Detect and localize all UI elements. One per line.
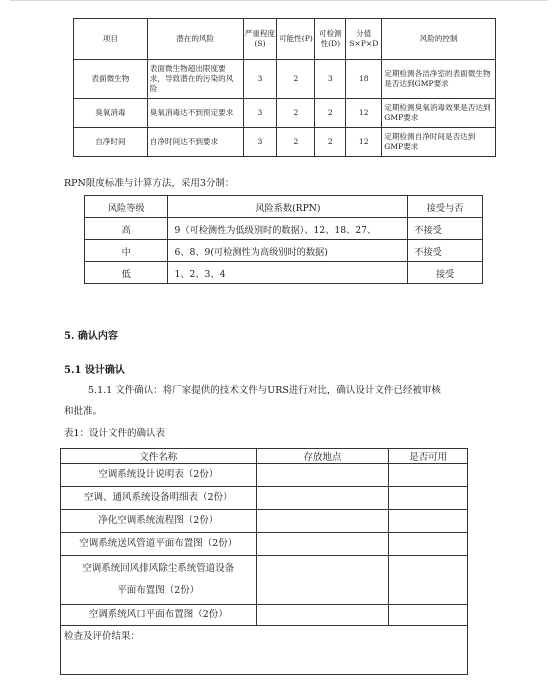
cell-item: 臭氧消毒 — [74, 99, 148, 128]
rpn-standard-table — [84, 195, 483, 284]
cell-rpn: 1、2、3、4 — [168, 262, 408, 284]
table-row — [61, 510, 468, 533]
table-row — [85, 240, 483, 262]
page-top-border — [10, 0, 548, 1]
cell-score: 12 — [346, 99, 382, 128]
cell-item: 自净时间 — [74, 128, 148, 157]
header-rpn: 风险系数(RPN) — [168, 196, 408, 218]
cell-level: 低 — [85, 262, 168, 284]
design-document-table — [60, 448, 468, 675]
table-row — [74, 128, 496, 157]
cell-detectability: 3 — [315, 60, 346, 99]
table-row — [61, 464, 468, 487]
cell-probability: 2 — [277, 99, 315, 128]
cell-severity: 3 — [243, 128, 277, 157]
cell-storage-location — [256, 487, 389, 510]
header-storage-location: 存放地点 — [256, 449, 389, 464]
header-item: 项目 — [74, 19, 148, 60]
cell-usable — [389, 605, 468, 626]
cell-usable — [389, 533, 468, 556]
header-score: 分值S×P×D — [346, 19, 382, 60]
header-risk-level: 风险等级 — [85, 196, 168, 218]
cell-risk: 表面微生物超出限度要求，导致潜在的污染的风险 — [147, 60, 243, 99]
table-row — [74, 60, 496, 99]
rpn-intro-text: RPN限度标准与计算方法，采用3分制： — [64, 178, 235, 189]
section-5-1-heading: 5.1 设计确认 — [64, 365, 125, 376]
cell-level: 高 — [85, 218, 168, 240]
cell-rpn: 9（可检测性为低级别时的数据）、12、18、27、 — [168, 218, 408, 240]
header-severity: 严重程度(S) — [243, 19, 277, 60]
remarks-row — [61, 626, 468, 675]
cell-risk: 臭氧消毒达不到预定要求 — [147, 99, 243, 128]
section-5-heading: 5. 确认内容 — [64, 331, 118, 342]
cell-detectability: 2 — [315, 99, 346, 128]
cell-score: 12 — [346, 128, 382, 157]
table-1-caption: 表1：设计文件的确认表 — [64, 428, 166, 439]
header-risk: 潜在的风险 — [147, 19, 243, 60]
cell-control: 定期检测自净时间是否达到GMP要求 — [382, 128, 496, 157]
header-acceptance: 接受与否 — [408, 196, 483, 218]
cell-storage-location — [256, 605, 389, 626]
cell-probability: 2 — [277, 60, 315, 99]
cell-control: 定期检测臭氧消毒效果是否达到GMP要求 — [382, 99, 496, 128]
risk-assessment-table — [73, 18, 496, 157]
cell-score: 18 — [346, 60, 382, 99]
header-control: 风险的控制 — [382, 19, 496, 60]
paragraph-5-1-1-line1: 5.1.1 文件确认：将厂家提供的技术文件与URS进行对比，确认设计文件已经被审核 — [88, 385, 441, 396]
table-row — [61, 487, 468, 510]
cell-accept: 接受 — [408, 262, 483, 284]
document-name-line2: 平面布置图（2份） — [117, 585, 200, 596]
table-header-row — [85, 196, 483, 218]
header-probability: 可能性(P) — [277, 19, 315, 60]
cell-document-name: 净化空调系统流程图（2份） — [61, 510, 257, 533]
cell-accept: 不接受 — [408, 240, 483, 262]
cell-rpn: 6、8、9(可检测性为高级别时的数据) — [168, 240, 408, 262]
table-row — [85, 218, 483, 240]
table-row — [74, 99, 496, 128]
cell-control: 定期检测各洁净室的表面微生物是否达到GMP要求 — [382, 60, 496, 99]
header-usable: 是否可用 — [389, 449, 468, 464]
cell-usable — [389, 556, 468, 605]
cell-severity: 3 — [243, 99, 277, 128]
remarks-cell: 检查及评价结果： — [61, 626, 468, 675]
cell-document-name — [61, 556, 257, 605]
cell-storage-location — [256, 533, 389, 556]
table-header-row — [61, 449, 468, 464]
cell-accept: 不接受 — [408, 218, 483, 240]
cell-document-name: 空调系统送风管道平面布置图（2份） — [61, 533, 257, 556]
cell-storage-location — [256, 556, 389, 605]
table-row — [61, 533, 468, 556]
cell-item: 表面微生物 — [74, 60, 148, 99]
table-header-row — [74, 19, 496, 60]
cell-usable — [389, 510, 468, 533]
table-row — [61, 556, 468, 605]
cell-risk: 自净时间达不到要求 — [147, 128, 243, 157]
cell-level: 中 — [85, 240, 168, 262]
document-name-line1: 空调系统回风排风除尘系统管道设备 — [82, 563, 235, 574]
cell-detectability: 2 — [315, 128, 346, 157]
paragraph-5-1-1-line2: 和批准。 — [64, 406, 103, 417]
cell-document-name: 空调系统风口平面布置图（2份） — [61, 605, 257, 626]
cell-probability: 2 — [277, 128, 315, 157]
table-row — [85, 262, 483, 284]
cell-storage-location — [256, 510, 389, 533]
cell-document-name: 空调系统设计说明表（2份） — [61, 464, 257, 487]
cell-severity: 3 — [243, 60, 277, 99]
cell-document-name: 空调、通风系统设备明细表（2份） — [61, 487, 257, 510]
cell-usable — [389, 464, 468, 487]
table-row — [61, 605, 468, 626]
header-document-name: 文件名称 — [61, 449, 257, 464]
cell-storage-location — [256, 464, 389, 487]
header-detectability: 可检测性(D) — [315, 19, 346, 60]
cell-usable — [389, 487, 468, 510]
